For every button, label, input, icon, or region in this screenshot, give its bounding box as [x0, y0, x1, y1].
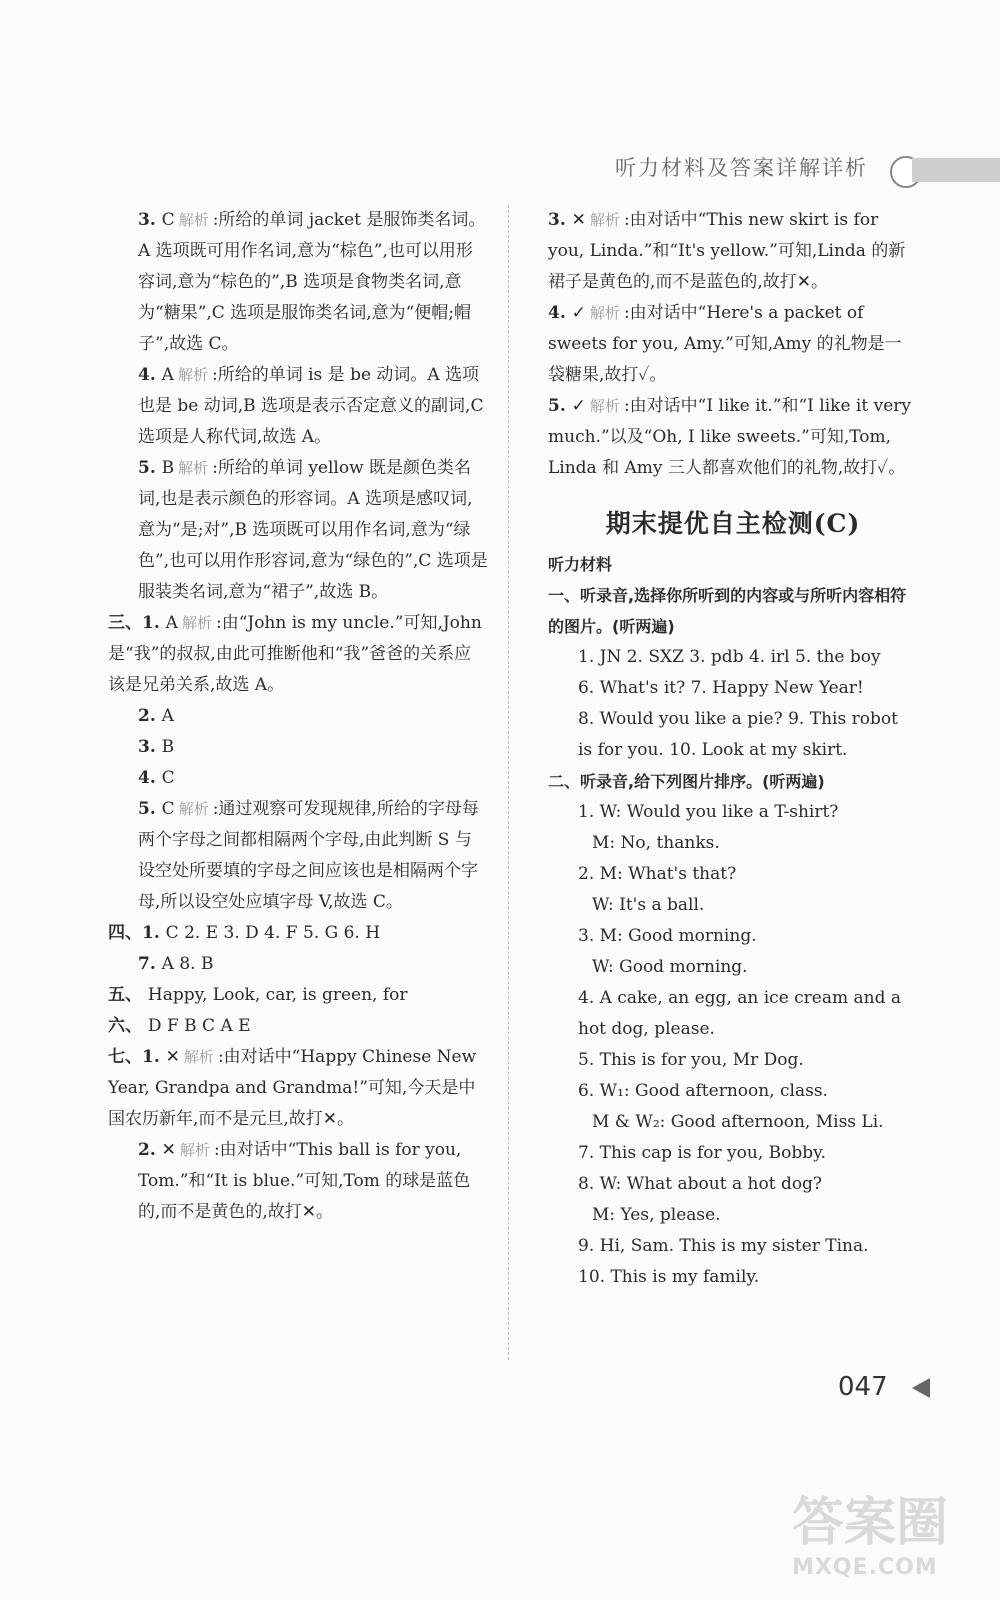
transcript-line: 3. M: Good morning.: [578, 926, 757, 946]
answer-item: [108, 453, 488, 608]
answer-choice: B: [161, 458, 175, 478]
page-number: 047: [838, 1372, 888, 1402]
analysis-label: 解析: [589, 211, 620, 229]
watermark-logo: 答案圈 MXQE.COM: [792, 1493, 949, 1580]
transcript-line: 4. A cake, an egg, an ice cream and a hot dog, please.: [578, 988, 902, 1039]
transcript-line: 1. W: Would you like a T-shirt?: [578, 802, 839, 822]
answer-choice: ✕: [165, 1047, 180, 1067]
answer-number: 5.: [548, 396, 572, 416]
transcript-line: 10. This is my family.: [578, 1267, 760, 1287]
answer-choice: A 8. B: [161, 954, 214, 974]
answer-number: 四、1.: [108, 923, 166, 943]
answer-item: [108, 949, 488, 980]
answer-item: [108, 1135, 488, 1228]
answer-item: [108, 763, 488, 794]
transcript-line: 1. JN 2. SXZ 3. pdb 4. irl 5. the boy: [578, 647, 881, 667]
answer-choice: ✓: [571, 396, 586, 416]
answer-number: 4.: [138, 365, 162, 385]
answer-choice: ✕: [571, 210, 586, 230]
analysis-text: :通过观察可发现规律,所给的字母每两个字母之间都相隔两个字母,由此判断 S 与设空处所要填的字母之间应该也是相隔两个字母,所以设空处应填字母 V,故选 C。: [138, 799, 479, 912]
answer-choice: D F B C A E: [147, 1016, 251, 1036]
part2-lines: [548, 797, 918, 1293]
transcript-line: 7. This cap is for you, Bobby.: [578, 1143, 826, 1163]
analysis-text: :所给的单词 yellow 既是颜色类名词,也是表示颜色的形容词。A 选项是感叹词,意为“是;对”,B 选项既可以用作名词,意为“绿色”,也可以用作形容词,意为“绿色的”,C 选项是服装类名词,意为“裙子”,故选 B。: [138, 458, 488, 602]
answer-choice: A: [165, 613, 178, 633]
answer-number: 3.: [138, 737, 162, 757]
analysis-text: :由对话中“I like it.”和“I like it very much.”以及“Oh, I like sweets.”可知,Tom, Linda 和 Amy 三人都喜欢他们的礼物,故打✓。: [548, 396, 911, 478]
analysis-text: :由对话中“Here's a packet of sweets for you, Amy.”可知,Amy 的礼物是一袋糖果,故打✓。: [548, 303, 902, 385]
transcript-line: 2. M: What's that?: [578, 864, 737, 884]
answer-item: [108, 1042, 488, 1135]
analysis-label: 解析: [181, 614, 212, 632]
answer-item: [108, 918, 488, 949]
transcript-line: M: No, thanks.: [592, 833, 720, 853]
answer-number: 三、1.: [108, 613, 166, 633]
answer-number: 5.: [138, 458, 162, 478]
header-bar: [912, 158, 1000, 182]
transcript-line: 6. What's it? 7. Happy New Year!: [578, 678, 864, 698]
analysis-label: 解析: [178, 459, 209, 477]
listening-title: 听力材料: [548, 555, 613, 574]
answer-number: 2.: [138, 1140, 162, 1160]
answer-number: 七、1.: [108, 1047, 166, 1067]
answer-choice: Happy, Look, car, is green, for: [147, 985, 408, 1005]
answer-number: 3.: [548, 210, 572, 230]
answer-choice: C 2. E 3. D 4. F 5. G 6. H: [165, 923, 381, 943]
transcript-line: 5. This is for you, Mr Dog.: [578, 1050, 804, 1070]
answer-item: [108, 794, 488, 918]
answer-number: 5.: [138, 799, 162, 819]
answer-item: [108, 732, 488, 763]
part1-lines: [548, 642, 918, 766]
transcript-line: M: Yes, please.: [592, 1205, 721, 1225]
transcript-line: is for you. 10. Look at my skirt.: [578, 740, 848, 760]
answer-item: [108, 608, 488, 701]
analysis-label: 解析: [589, 304, 620, 322]
analysis-label: 解析: [589, 397, 620, 415]
right-column: [548, 205, 918, 1293]
answer-choice: ✕: [161, 1140, 176, 1160]
answer-item: [108, 701, 488, 732]
analysis-text: :由对话中“Happy Chinese New Year, Grandpa and Grandma!”可知,今天是中国农历新年,而不是元旦,故打✕。: [108, 1047, 477, 1129]
answer-choice: ✓: [571, 303, 586, 323]
page-header: [0, 150, 1000, 192]
answer-number: 7.: [138, 954, 162, 974]
section-title: 期末提优自主检测(C): [605, 509, 861, 538]
analysis-label: 解析: [178, 211, 209, 229]
analysis-label: 解析: [183, 1048, 214, 1066]
analysis-label: 解析: [177, 366, 208, 384]
answer-choice: C: [161, 210, 175, 230]
answer-item: [108, 980, 488, 1011]
column-divider: [508, 205, 509, 1360]
answer-number: 4.: [548, 303, 572, 323]
header-title: 听力材料及答案详解详析: [615, 156, 868, 180]
analysis-label: 解析: [179, 1141, 210, 1159]
transcript-line: M & W₂: Good afternoon, Miss Li.: [592, 1112, 884, 1132]
answer-item: [108, 1011, 488, 1042]
transcript-line: 9. Hi, Sam. This is my sister Tina.: [578, 1236, 869, 1256]
answer-item: [548, 298, 918, 391]
transcript-line: 8. Would you like a pie? 9. This robot: [578, 709, 898, 729]
answer-list-right: [548, 205, 918, 484]
answer-choice: A: [161, 365, 174, 385]
answer-choice: C: [161, 768, 175, 788]
left-column: [108, 205, 488, 1228]
answer-number: 五、: [108, 985, 148, 1005]
analysis-text: :由对话中“This new skirt is for you, Linda.”和“It's yellow.”可知,Linda 的新裙子是黄色的,而不是蓝色的,故打✕。: [548, 210, 906, 292]
transcript-line: 8. W: What about a hot dog?: [578, 1174, 823, 1194]
answer-item: [548, 205, 918, 298]
transcript-line: W: Good morning.: [592, 957, 748, 977]
part1-heading: 一、听录音,选择你所听到的内容或与所听内容相符的图片。(听两遍): [548, 586, 907, 636]
answer-choice: C: [161, 799, 175, 819]
analysis-text: :所给的单词 is 是 be 动词。A 选项也是 be 动词,B 选项是表示否定意义的副词,C 选项是人称代词,故选 A。: [138, 365, 484, 447]
triangle-icon: [912, 1378, 930, 1398]
analysis-label: 解析: [178, 800, 209, 818]
part2-heading: 二、听录音,给下列图片排序。(听两遍): [548, 772, 825, 791]
answer-number: 3.: [138, 210, 162, 230]
answer-number: 2.: [138, 706, 162, 726]
analysis-text: :所给的单词 jacket 是服饰类名词。A 选项既可用作名词,意为“棕色”,也可以用形容词,意为“棕色的”,B 选项是食物类名词,意为“糖果”,C 选项是服饰类名词,意为“便帽;帽子”,故选 C。: [138, 210, 486, 354]
answer-choice: A: [161, 706, 174, 726]
answer-item: [108, 205, 488, 360]
analysis-text: :由“John is my uncle.”可知,John 是“我”的叔叔,由此可推断他和“我”爸爸的关系应该是兄弟关系,故选 A。: [108, 613, 482, 695]
answer-item: [548, 391, 918, 484]
analysis-text: :由对话中“This ball is for you, Tom.”和“It is blue.”可知,Tom 的球是蓝色的,而不是黄色的,故打✕。: [138, 1140, 471, 1222]
answer-number: 4.: [138, 768, 162, 788]
answer-number: 六、: [108, 1016, 148, 1036]
transcript-line: 6. W₁: Good afternoon, class.: [578, 1081, 828, 1101]
answer-item: [108, 360, 488, 453]
answer-choice: B: [161, 737, 175, 757]
transcript-line: W: It's a ball.: [592, 895, 705, 915]
